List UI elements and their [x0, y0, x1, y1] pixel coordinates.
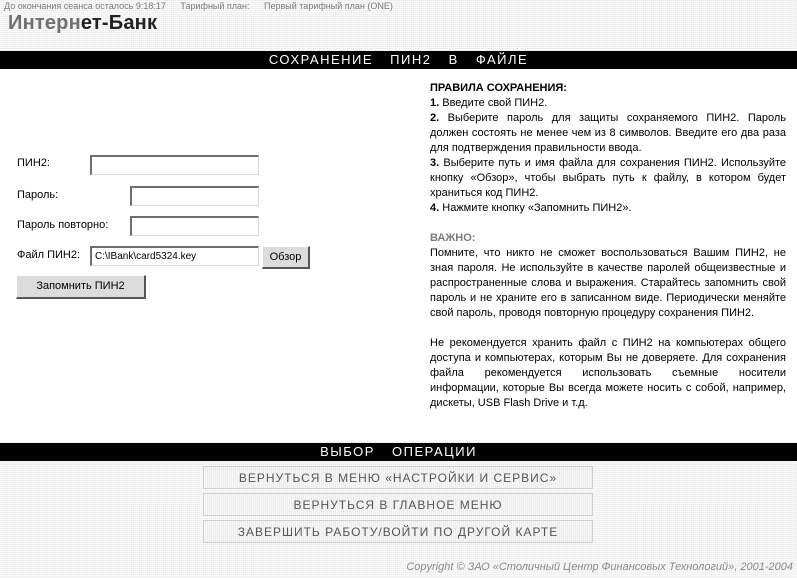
pin-file-input[interactable]: [90, 246, 259, 266]
important-title: ВАЖНО:: [430, 232, 476, 244]
logo-part-1: Интерн: [8, 12, 81, 34]
remember-pin-button[interactable]: Запомнить ПИН2: [16, 275, 146, 299]
tariff-value: Первый тарифный план (ONE): [264, 1, 393, 11]
pin-input[interactable]: [90, 155, 259, 175]
rule-item: 3. Выберите путь и имя файла для сохранения ПИН2. Используйте кнопку «Обзор», чтобы выбрать путь к файлу, в котором будет храниться код ПИН2.: [430, 157, 786, 199]
password-input[interactable]: [130, 186, 259, 206]
copyright-text: Copyright © ЗАО «Столичный Центр Финансовых Технологий», 2001-2004: [406, 561, 793, 573]
session-time-left: До окончания сеанса осталось 9:18:17: [4, 1, 166, 11]
operations-section-title: ВЫБОР ОПЕРАЦИИ: [0, 443, 797, 461]
rule-item: 2. Выберите пароль для защиты сохраняемого ПИН2. Пароль должен состоять не менее чем из 8 символов. Введите его два раза для подтверждения правильности ввода.: [430, 112, 786, 154]
app-logo: [8, 12, 157, 35]
pin-file-label: Файл ПИН2:: [17, 249, 81, 261]
rule-item: 1. Введите свой ПИН2.: [430, 97, 548, 109]
session-info-bar: [4, 1, 405, 11]
pin-label: ПИН2:: [17, 157, 50, 169]
logout-switch-card-button[interactable]: ЗАВЕРШИТЬ РАБОТУ/ВОЙТИ ПО ДРУГОЙ КАРТЕ: [203, 520, 593, 543]
tariff-label: Тарифный план:: [180, 1, 250, 11]
save-pin-section-title: СОХРАНЕНИЕ ПИН2 В ФАЙЛЕ: [0, 51, 797, 69]
rule-item: 4. Нажмите кнопку «Запомнить ПИН2».: [430, 202, 632, 214]
password-repeat-input[interactable]: [130, 216, 259, 236]
save-rules-panel: [430, 81, 786, 411]
back-to-main-menu-button[interactable]: ВЕРНУТЬСЯ В ГЛАВНОЕ МЕНЮ: [203, 493, 593, 516]
logo-part-2: ет-Банк: [80, 12, 158, 34]
password-label: Пароль:: [17, 189, 59, 201]
recommendation-text: Не рекомендуется хранить файл с ПИН2 на компьютерах общего доступа и компьютерах, которым Вы не доверяете. Для сохранения файла рекомендуется использовать съемные носители информации, которые Вы всегда можете носить с собой, например, дискеты, USB Flash Drive и т.д.: [430, 337, 786, 409]
browse-button[interactable]: Обзор: [262, 246, 310, 269]
password-repeat-label: Пароль повторно:: [17, 219, 109, 231]
important-text: Помните, что никто не сможет воспользоваться Вашим ПИН2, не зная пароля. Не используйте в качестве паролей общеизвестные и распространенные слова и выражения. Старайтесь запомнить свой пароль и не храните его в записанном виде. Периодически меняйте свой пароль, проводя повторную процедуру сохранения ПИН2.: [430, 247, 786, 319]
rules-title: ПРАВИЛА СОХРАНЕНИЯ:: [430, 82, 567, 94]
back-to-settings-button[interactable]: ВЕРНУТЬСЯ В МЕНЮ «НАСТРОЙКИ И СЕРВИС»: [203, 466, 593, 489]
